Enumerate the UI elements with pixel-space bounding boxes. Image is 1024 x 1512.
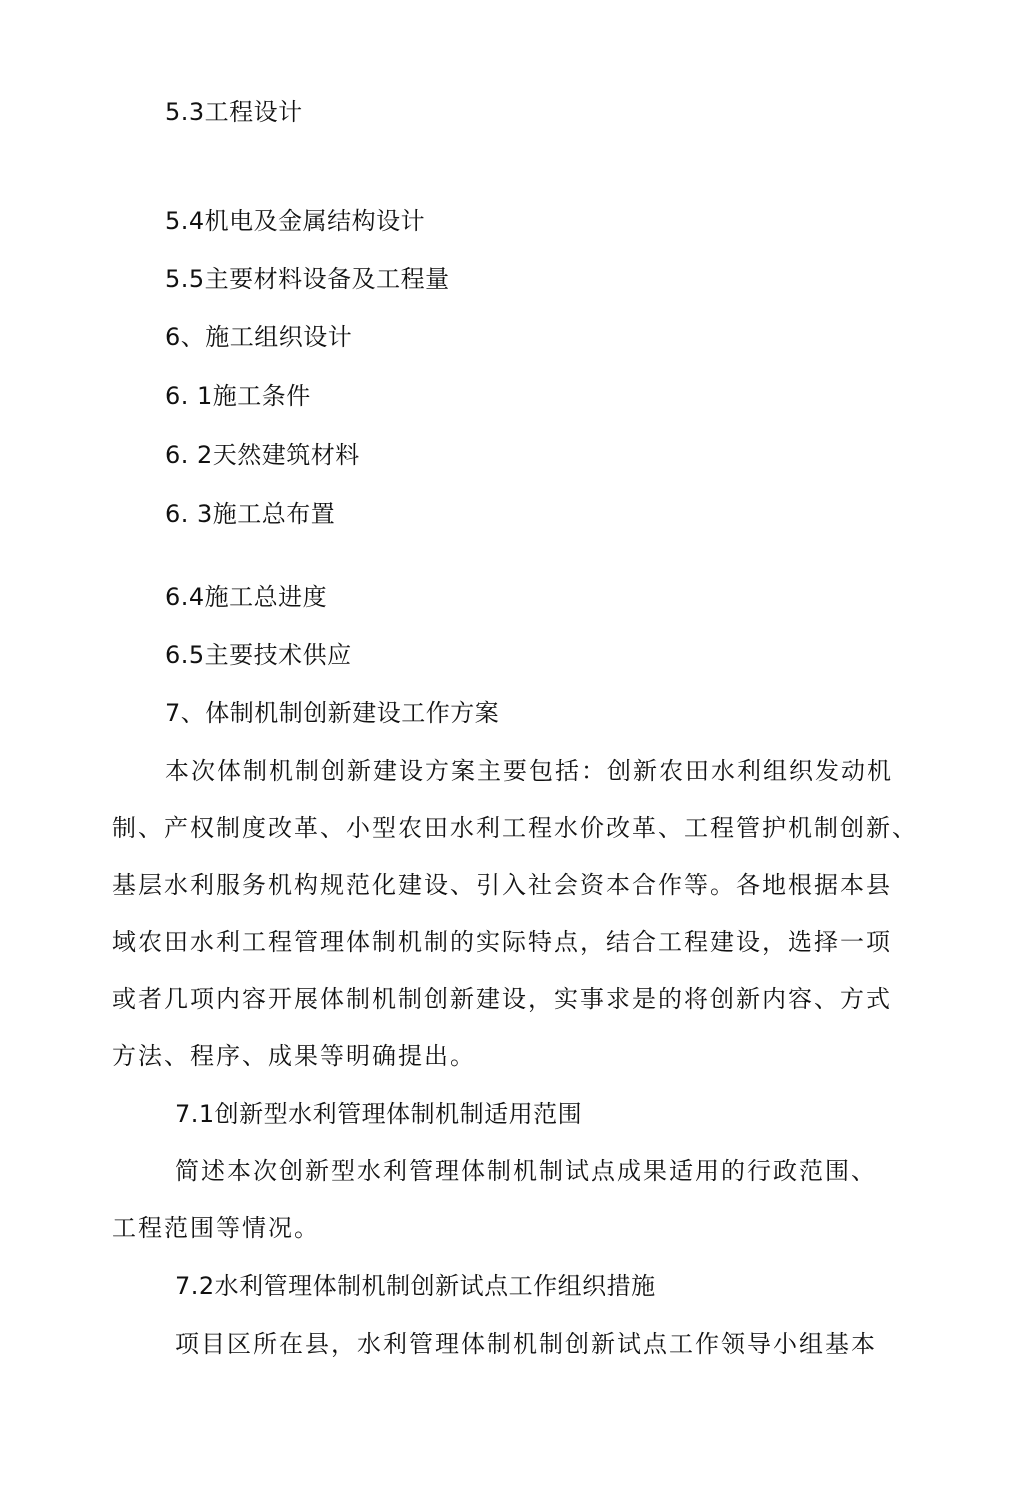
heading-5-3: 5.3工程设计: [165, 98, 303, 126]
paragraph-7-line: 基层水利服务机构规范化建设、引入社会资本合作等。各地根据本县: [112, 871, 892, 899]
heading-7-1: 7.1创新型水利管理体制机制适用范围: [175, 1100, 583, 1128]
heading-6-3: 6. 3施工总布置: [165, 500, 336, 528]
paragraph-7-line: 本次体制机制创新建设方案主要包括：创新农田水利组织发动机: [165, 757, 893, 785]
paragraph-7-2-line: 项目区所在县，水利管理体制机制创新试点工作领导小组基本: [175, 1330, 877, 1358]
heading-6: 6、施工组织设计: [165, 323, 353, 351]
paragraph-7-1-line: 工程范围等情况。: [112, 1214, 320, 1242]
heading-6-5: 6.5主要技术供应: [165, 641, 352, 669]
paragraph-7-line: 或者几项内容开展体制机制创新建设，实事求是的将创新内容、方式: [112, 985, 892, 1013]
paragraph-7-line: 方法、程序、成果等明确提出。: [112, 1042, 476, 1070]
heading-5-5: 5.5主要材料设备及工程量: [165, 265, 450, 293]
paragraph-7-line: 制、产权制度改革、小型农田水利工程水价改革、工程管护机制创新、: [112, 814, 918, 842]
paragraph-7-1-line: 简述本次创新型水利管理体制机制试点成果适用的行政范围、: [175, 1157, 877, 1185]
heading-7-2: 7.2水利管理体制机制创新试点工作组织措施: [175, 1272, 656, 1300]
heading-5-4: 5.4机电及金属结构设计: [165, 207, 426, 235]
heading-6-2: 6. 2天然建筑材料: [165, 441, 360, 469]
heading-6-1: 6. 1施工条件: [165, 382, 311, 410]
paragraph-7-line: 域农田水利工程管理体制机制的实际特点，结合工程建设，选择一项: [112, 928, 892, 956]
heading-7: 7、体制机制创新建设工作方案: [165, 699, 500, 727]
heading-6-4: 6.4施工总进度: [165, 583, 328, 611]
